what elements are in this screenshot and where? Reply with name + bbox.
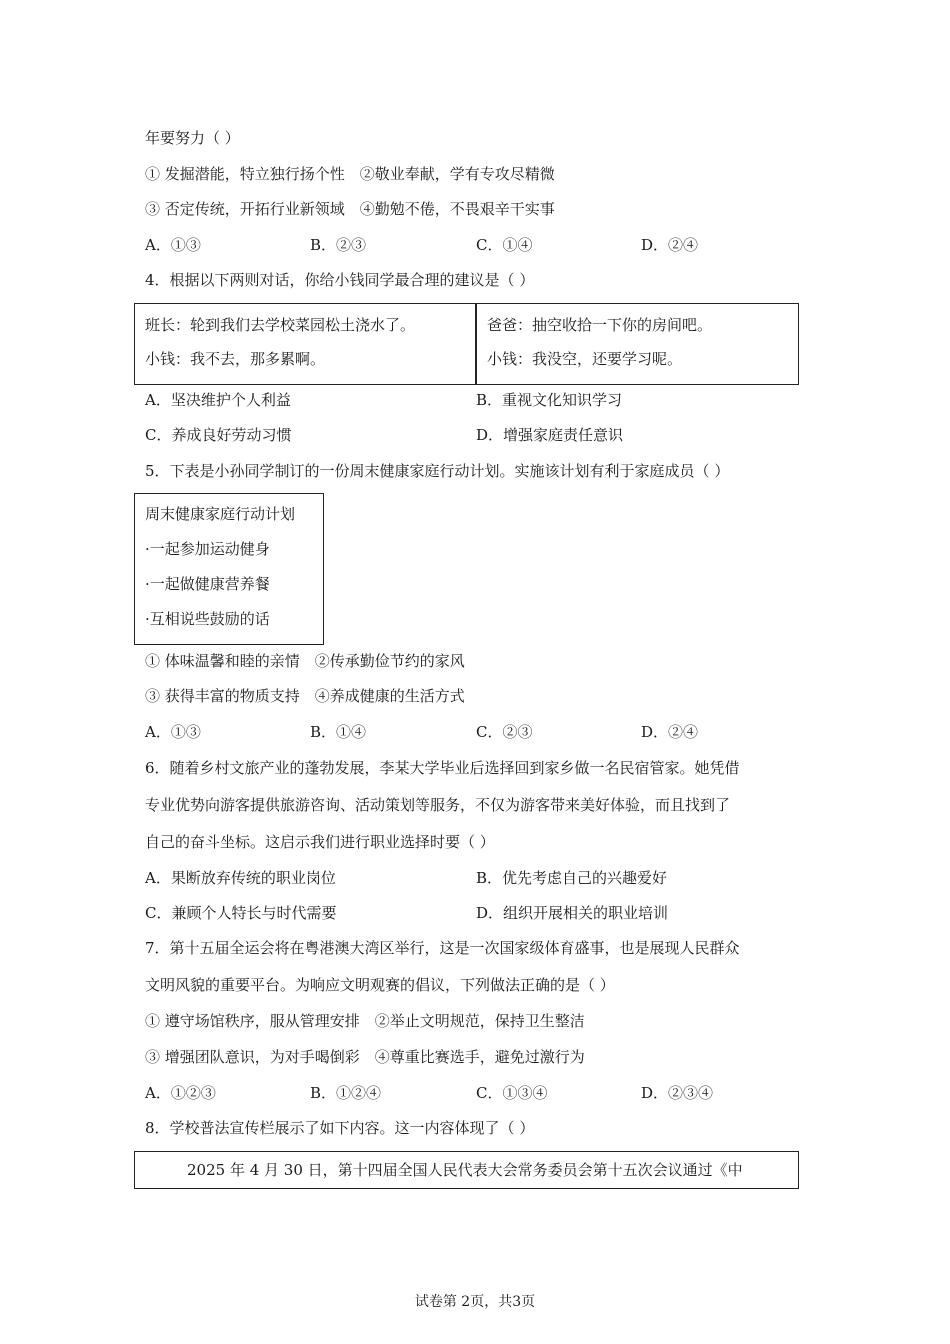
dialogue-right-line-1: 爸爸：抽空收拾一下你的房间吧。 — [487, 316, 713, 334]
plan-item-3: ·互相说些鼓励的话 — [145, 610, 270, 628]
q3-item-1: ① 发掘潜能，特立独行扬个性 ②敬业奉献，学有专攻尽精微 — [145, 165, 555, 183]
q6-line-1: 6．随着乡村文旅产业的蓬勃发展，李某大学毕业后选择回到家乡做一名民宿管家。她凭借 — [145, 759, 740, 777]
plan-title: 周末健康家庭行动计划 — [145, 505, 296, 523]
q3-option-c[interactable]: C．①④ — [476, 236, 533, 254]
q4-option-c[interactable]: C．养成良好劳动习惯 — [145, 426, 292, 444]
q3-item-2: ③ 否定传统，开拓行业新领域 ④勤勉不倦，不畏艰辛干实事 — [145, 200, 555, 218]
q3-stem-tail: 年要努力（ ） — [145, 129, 240, 147]
q5-item-1: ① 体味温馨和睦的亲情 ②传承勤俭节约的家风 — [145, 652, 465, 670]
q6-option-d[interactable]: D．组织开展相关的职业培训 — [476, 904, 669, 922]
q5-plan-box — [134, 493, 324, 645]
q5-option-c[interactable]: C．②③ — [476, 723, 533, 741]
q7-option-b[interactable]: B．①②④ — [310, 1084, 382, 1102]
q5-stem: 5．下表是小孙同学制订的一份周末健康家庭行动计划。实施该计划有利于家庭成员（ ） — [145, 462, 730, 480]
q4-stem: 4．根据以下两则对话，你给小钱同学最合理的建议是（ ） — [145, 271, 535, 289]
q3-option-d[interactable]: D．②④ — [641, 236, 699, 254]
q6-option-a[interactable]: A．果断放弃传统的职业岗位 — [145, 869, 336, 887]
q5-option-a[interactable]: A．①③ — [145, 723, 201, 741]
q6-option-b[interactable]: B．优先考虑自己的兴趣爱好 — [476, 869, 668, 887]
dialogue-left-line-2: 小钱：我不去，那多累啊。 — [145, 350, 326, 368]
q7-item-2: ③ 增强团队意识，为对手喝倒彩 ④尊重比赛选手，避免过激行为 — [145, 1048, 585, 1066]
q7-option-d[interactable]: D．②③④ — [641, 1084, 714, 1102]
plan-item-2: ·一起做健康营养餐 — [145, 575, 270, 593]
q4-option-d[interactable]: D．增强家庭责任意识 — [476, 426, 624, 444]
q7-option-c[interactable]: C．①③④ — [476, 1084, 548, 1102]
q7-option-a[interactable]: A．①②③ — [145, 1084, 216, 1102]
notice-text: 2025 年 4 月 30 日，第十四届全国人民代表大会常务委员会第十五次会议通过《中 — [187, 1161, 743, 1179]
plan-item-1: ·一起参加运动健身 — [145, 540, 270, 558]
q6-option-c[interactable]: C．兼顾个人特长与时代需要 — [145, 904, 337, 922]
q6-line-2: 专业优势向游客提供旅游咨询、活动策划等服务，不仅为游客带来美好体验，而且找到了 — [145, 796, 731, 814]
q7-item-1: ① 遵守场馆秩序，服从管理安排 ②举止文明规范，保持卫生整洁 — [145, 1012, 585, 1030]
q4-option-a[interactable]: A．坚决维护个人利益 — [145, 391, 291, 409]
q7-line-2: 文明风貌的重要平台。为响应文明观赛的倡议，下列做法正确的是（ ） — [145, 976, 615, 994]
q8-stem: 8．学校普法宣传栏展示了如下内容。这一内容体现了（ ） — [145, 1119, 535, 1137]
table-divider — [475, 304, 477, 384]
dialogue-right-line-2: 小钱：我没空，还要学习呢。 — [487, 350, 683, 368]
q4-dialogue-table — [134, 303, 799, 385]
q6-line-3: 自己的奋斗坐标。这启示我们进行职业选择时要（ ） — [145, 833, 495, 851]
q3-option-a[interactable]: A．①③ — [145, 236, 201, 254]
q4-option-b[interactable]: B．重视文化知识学习 — [476, 391, 623, 409]
q5-item-2: ③ 获得丰富的物质支持 ④养成健康的生活方式 — [145, 687, 465, 705]
q8-notice-box — [134, 1151, 799, 1189]
page-footer: 试卷第 2页，共3页 — [414, 1294, 536, 1310]
q3-option-b[interactable]: B．②③ — [310, 236, 367, 254]
dialogue-left-line-1: 班长：轮到我们去学校菜园松土浇水了。 — [145, 316, 416, 334]
q5-option-b[interactable]: B．①④ — [310, 723, 367, 741]
q5-option-d[interactable]: D．②④ — [641, 723, 699, 741]
q7-line-1: 7．第十五届全运会将在粤港澳大湾区举行，这是一次国家级体育盛事，也是展现人民群众 — [145, 939, 740, 957]
